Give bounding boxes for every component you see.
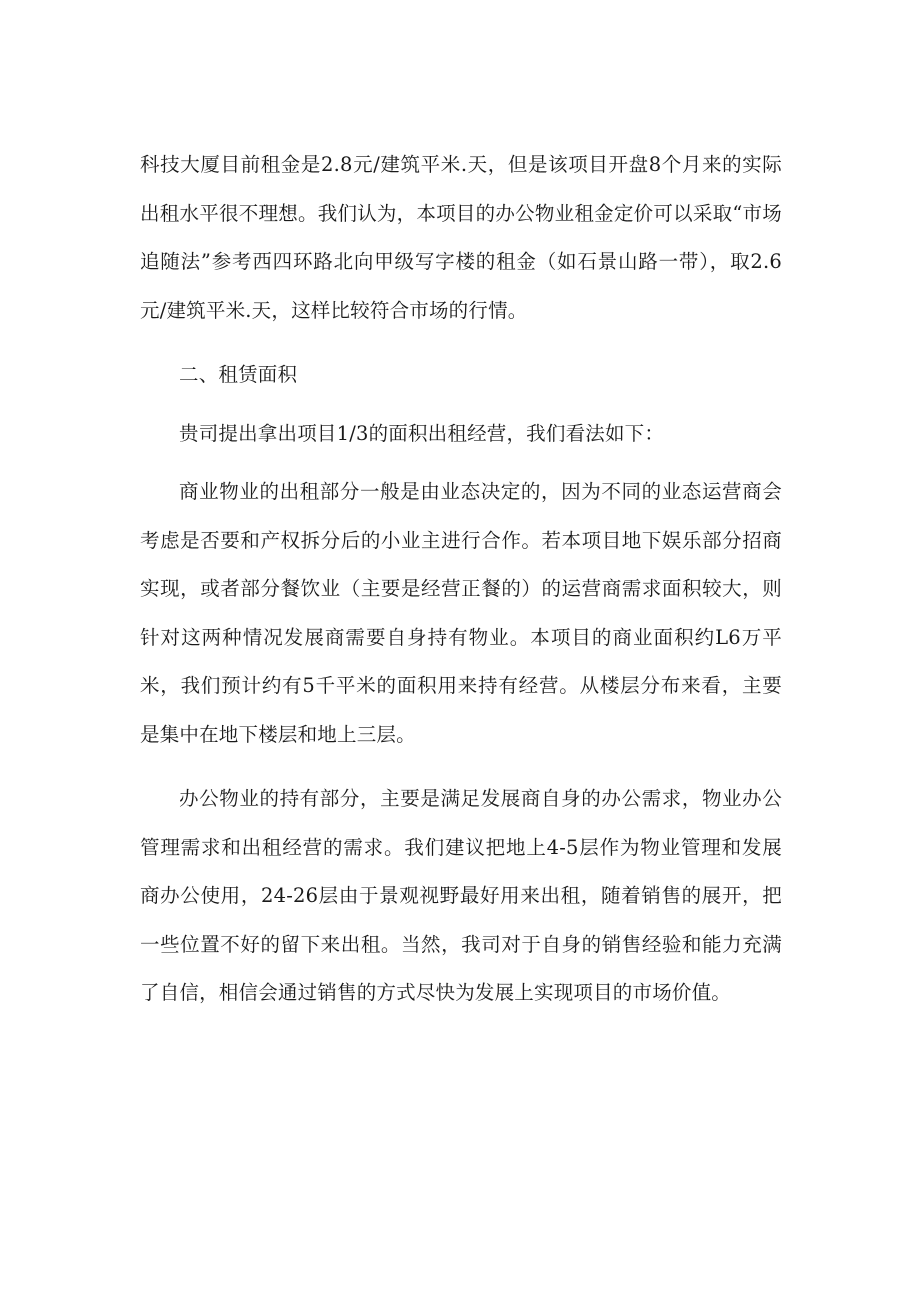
- paragraph-rent-pricing: 科技大厦目前租金是2.8元/建筑平米.天，但是该项目开盘8个月来的实际出租水平很不理想。我们认为，本项目的办公物业租金定价可以采取“市场追随法”参考西四环路北向甲级写字楼的租金（如石景山路一带），取2.6元/建筑平米.天，这样比较符合市场的行情。: [140, 153, 782, 322]
- section-heading-lease-area: 二、租赁面积: [179, 363, 298, 386]
- paragraph-lease-proposal: 贵司提出拿出项目1/3的面积出租经营，我们看法如下：: [179, 421, 665, 445]
- document-body: [140, 141, 782, 1034]
- paragraph-commercial-property: 商业物业的出租部分一般是由业态决定的，因为不同的业态运营商会考虑是否要和产权拆分后的小业主进行合作。若本项目地下娱乐部分招商实现，或者部分餐饮业（主要是经营正餐的）的运营商需求面积较大，则针对这两种情况发展商需要自身持有物业。本项目的商业面积约L6万平米，我们预计约有5千平米的面积用来持有经营。从楼层分布来看，主要是集中在地下楼层和地上三层。: [140, 480, 782, 746]
- paragraph-office-property: 办公物业的持有部分，主要是满足发展商自身的办公需求，物业办公管理需求和出租经营的需求。我们建议把地上4-5层作为物业管理和发展商办公使用，24-26层由于景观视野最好用来出租，随着销售的展开，把一些位置不好的留下来出租。当然，我司对于自身的销售经验和能力充满了自信，相信会通过销售的方式尽快为发展上实现项目的市场价值。: [140, 787, 782, 1004]
